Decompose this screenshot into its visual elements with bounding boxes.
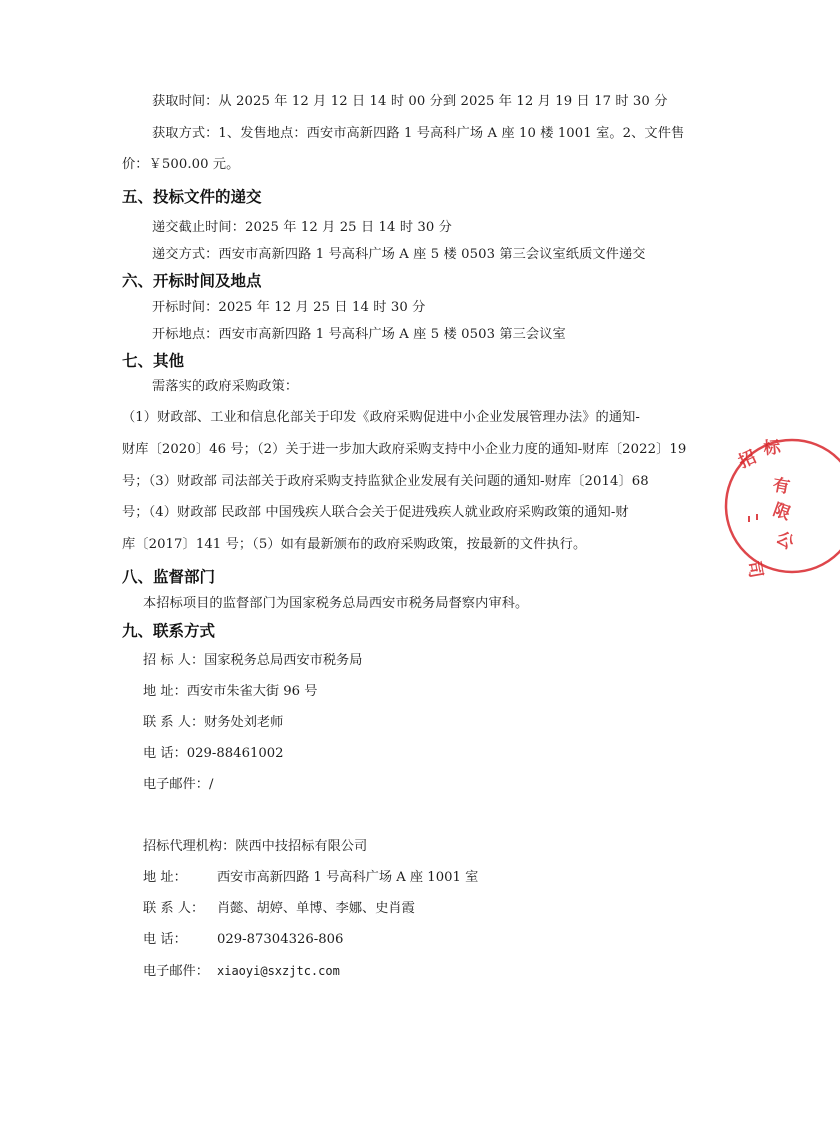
contact-value: xiaoyi@sxzjtc.com [217,964,340,978]
contact-value: 国家税务总局西安市税务局 [204,653,363,668]
contact-value: 029-87304326-806 [217,932,344,947]
section7-heading: 七、其他 [122,352,185,370]
contact-label: 电 话： [143,746,187,761]
agency-address-row [143,868,478,888]
contact-label: 电子邮件： [143,964,209,979]
acquire-method-line2: 价：￥500.00 元。 [122,157,240,172]
company-seal-stamp [720,428,840,578]
purchaser-address-row [143,682,317,702]
policy-line: （1）财政部、工业和信息化部关于印发《政府采购促进中小企业发展管理办法》的通知- [122,410,640,425]
section5-heading: 五、投标文件的递交 [122,188,262,206]
purchaser-email-row [143,775,213,795]
acquire-method-line1: 获取方式：1、发售地点：西安市高新四路 1 号高科广场 A 座 10 楼 1001 室。2、文件售 [152,126,685,141]
contact-value: 西安市朱雀大街 96 号 [186,684,318,699]
agency-row [143,837,367,857]
contact-label: 电子邮件： [143,777,209,792]
svg-text:限: 限 [770,499,794,525]
svg-text:招: 招 [735,447,760,473]
policy-line: 财库〔2020〕46 号；（2）关于进一步加大政府采购支持中小企业力度的通知-财库〔2022〕19 [122,442,687,457]
policy-line: 号；（4）财政部 民政部 中国残疾人联合会关于促进残疾人就业政府采购政策的通知-财 [122,505,629,520]
submission-method: 递交方式：西安市高新四路 1 号高科广场 A 座 5 楼 0503 第三会议室纸质文件递交 [152,247,646,262]
contact-label: 地 址： [143,870,187,885]
contact-value: 029-88461002 [186,746,284,761]
agency-contact-row [143,899,415,919]
contact-value: 财务处刘老师 [204,715,284,730]
section8-heading: 八、监督部门 [122,568,216,586]
purchaser-phone-row [143,744,284,764]
contact-value: 陕西中技招标有限公司 [235,839,368,854]
opening-place: 开标地点：西安市高新四路 1 号高科广场 A 座 5 楼 0503 第三会议室 [152,327,566,342]
supervision-text: 本招标项目的监督部门为国家税务总局西安市税务局督察内审科。 [143,596,529,611]
policy-intro: 需落实的政府采购政策： [152,379,299,394]
contact-label: 电 话： [143,932,187,947]
purchaser-row [143,651,362,671]
contact-label: 招标代理机构： [143,839,236,854]
policy-line: 库〔2017〕141 号；（5）如有最新颁布的政府采购政策，按最新的文件执行。 [122,537,587,552]
contact-label: 地 址： [143,684,187,699]
submission-deadline: 递交截止时间：2025 年 12 月 25 日 14 时 30 分 [152,220,452,235]
section9-heading: 九、联系方式 [122,622,216,640]
svg-text:有: 有 [771,475,792,498]
contact-value: / [208,777,214,792]
acquire-time: 获取时间：从 2025 年 12 月 12 日 14 时 00 分到 2025 年 12 月 19 日 17 时 30 分 [152,94,668,109]
svg-text:标: 标 [762,437,782,459]
contact-label: 招 标 人： [143,653,205,668]
purchaser-contact-row [143,713,283,733]
policy-line: 号；（3）财政部 司法部关于政府采购支持监狱企业发展有关问题的通知-财库〔2014〕68 [122,474,649,489]
section6-heading: 六、开标时间及地点 [122,272,262,290]
agency-phone-row [143,930,343,950]
svg-text:司: 司 [743,559,766,580]
contact-value: 肖懿、胡婷、单博、李娜、史肖霞 [217,901,415,916]
opening-time: 开标时间：2025 年 12 月 25 日 14 时 30 分 [152,300,426,315]
svg-text:公: 公 [772,527,798,554]
contact-label: 联 系 人： [143,715,205,730]
contact-value: 西安市高新四路 1 号高科广场 A 座 1001 室 [217,870,479,885]
agency-email-row [143,961,340,982]
contact-label: 联 系 人： [143,901,205,916]
